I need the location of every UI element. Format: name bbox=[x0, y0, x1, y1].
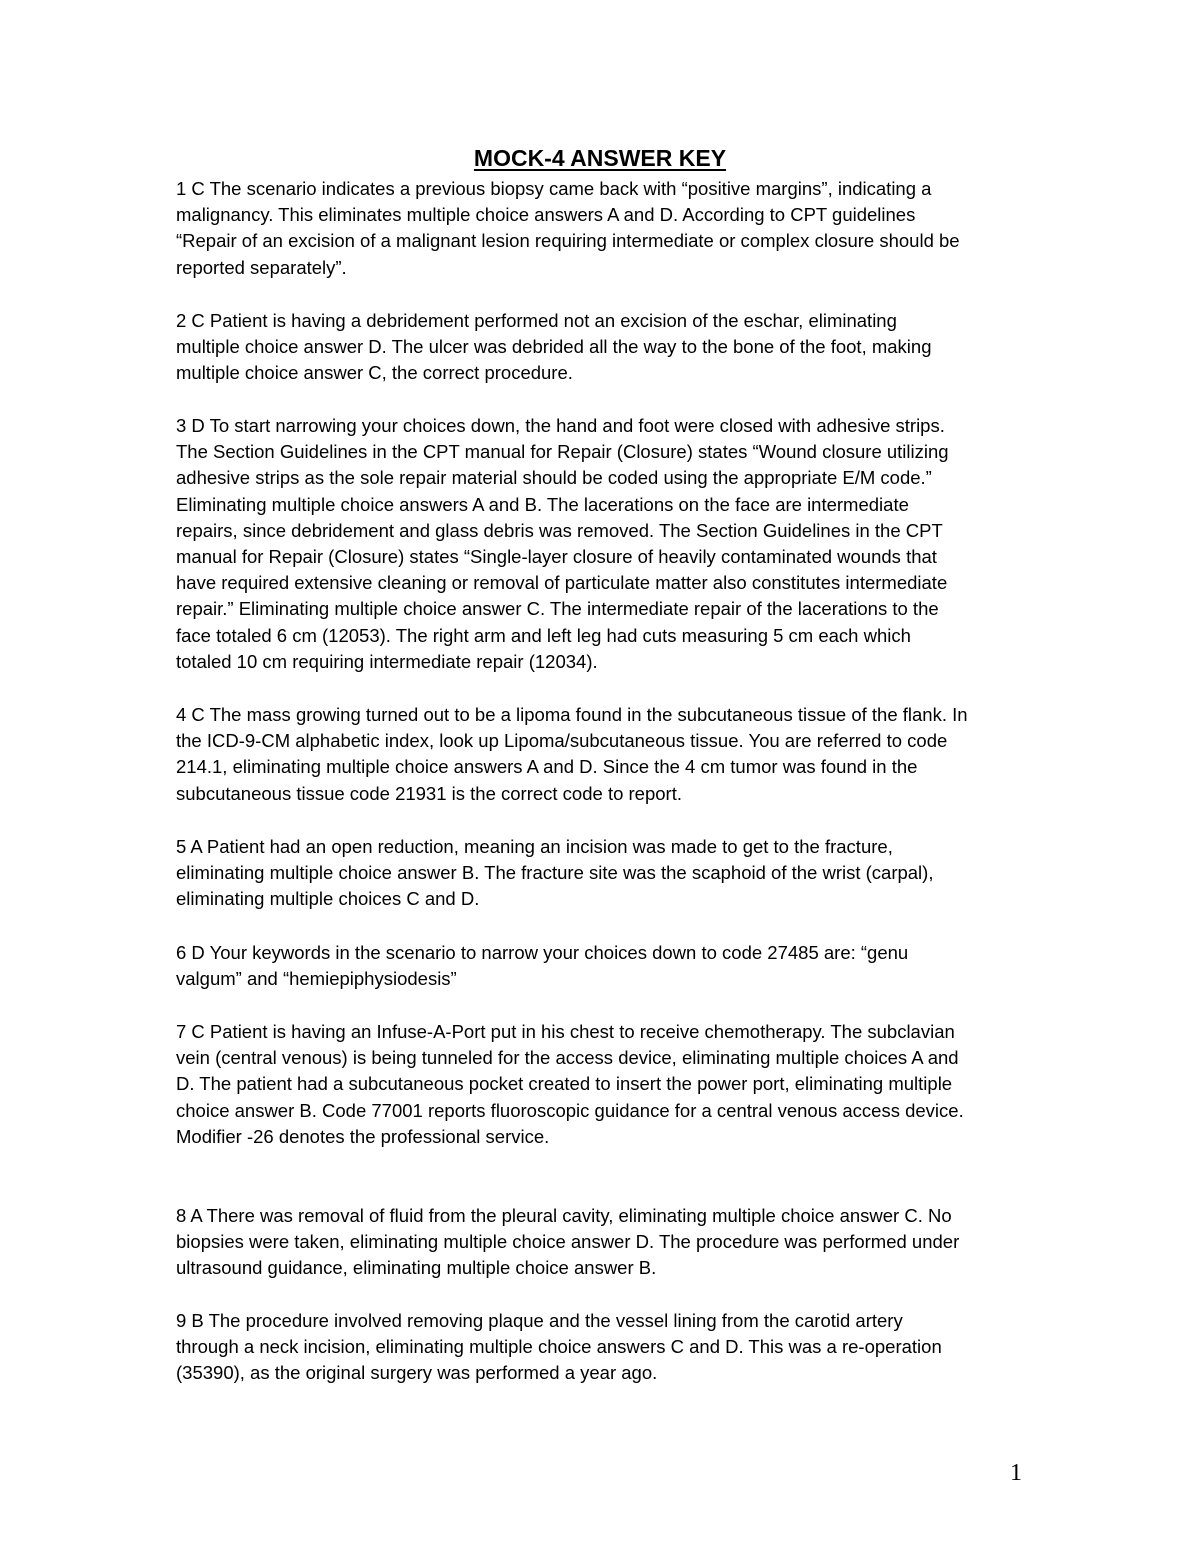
page-title: MOCK-4 ANSWER KEY bbox=[473, 145, 727, 171]
answer-paragraph-3: 3 D To start narrowing your choices down, the hand and foot were closed with adhesive strips. The Section Guidelines in the CPT manual for Repair (Closure) states “Wound closure utilizing adhesive strips as the sole repair material should be coded using the appropriate E/M code.” Eliminating multiple choice answers A and B. The lacerations on the face are intermediate repairs, since debridement and glass debris was removed. The Section Guidelines in the CPT manual for Repair (Closure) states “Single-layer closure of heavily contaminated wounds that have required extensive cleaning or removal of particulate matter also constitutes intermediate repair.” Eliminating multiple choice answer C. The intermediate repair of the lacerations to the face totaled 6 cm (12053). The right arm and left leg had cuts measuring 5 cm each which totaled 10 cm requiring intermediate repair (12034). bbox=[176, 415, 949, 672]
page-number: 1 bbox=[1010, 1460, 1022, 1486]
answer-paragraph-4: 4 C The mass growing turned out to be a lipoma found in the subcutaneous tissue of the flank. In the ICD-9-CM alphabetic index, look up Lipoma/subcutaneous tissue. You are referred to code 214.1, eliminating multiple choice answers A and D. Since the 4 cm tumor was found in the subcutaneous tissue code 21931 is the correct code to report. bbox=[176, 704, 968, 804]
answer-paragraph-8: 8 A There was removal of fluid from the pleural cavity, eliminating multiple choice answer C. No biopsies were taken, eliminating multiple choice answer D. The procedure was performed under ultrasound guidance, eliminating multiple choice answer B. bbox=[176, 1205, 960, 1279]
answer-paragraph-5: 5 A Patient had an open reduction, meaning an incision was made to get to the fracture, eliminating multiple choice answer B. The fracture site was the scaphoid of the wrist (carpal), eliminating multiple choices C and D. bbox=[176, 836, 934, 910]
answer-paragraph-1: 1 C The scenario indicates a previous biopsy came back with “positive margins”, indicating a malignancy. This eliminates multiple choice answers A and D. According to CPT guidelines “Repair of an excision of a malignant lesion requiring intermediate or complex closure should be reported separately”. bbox=[176, 178, 960, 278]
answer-paragraph-6: 6 D Your keywords in the scenario to narrow your choices down to code 27485 are: “genu valgum” and “hemiepiphysiodesis” bbox=[176, 942, 909, 990]
answer-paragraph-9: 9 B The procedure involved removing plaque and the vessel lining from the carotid artery through a neck incision, eliminating multiple choice answers C and D. This was a re-operation (35390), as the original surgery was performed a year ago. bbox=[176, 1310, 942, 1384]
answer-paragraph-2: 2 C Patient is having a debridement performed not an excision of the eschar, eliminating multiple choice answer D. The ulcer was debrided all the way to the bone of the foot, making multiple choice answer C, the correct procedure. bbox=[176, 310, 932, 384]
answer-paragraph-7: 7 C Patient is having an Infuse-A-Port put in his chest to receive chemotherapy. The subclavian vein (central venous) is being tunneled for the access device, eliminating multiple choices A and D. The patient had a subcutaneous pocket created to insert the power port, eliminating multiple choice answer B. Code 77001 reports fluoroscopic guidance for a central venous access device. Modifier -26 denotes the professional service. bbox=[176, 1021, 964, 1147]
